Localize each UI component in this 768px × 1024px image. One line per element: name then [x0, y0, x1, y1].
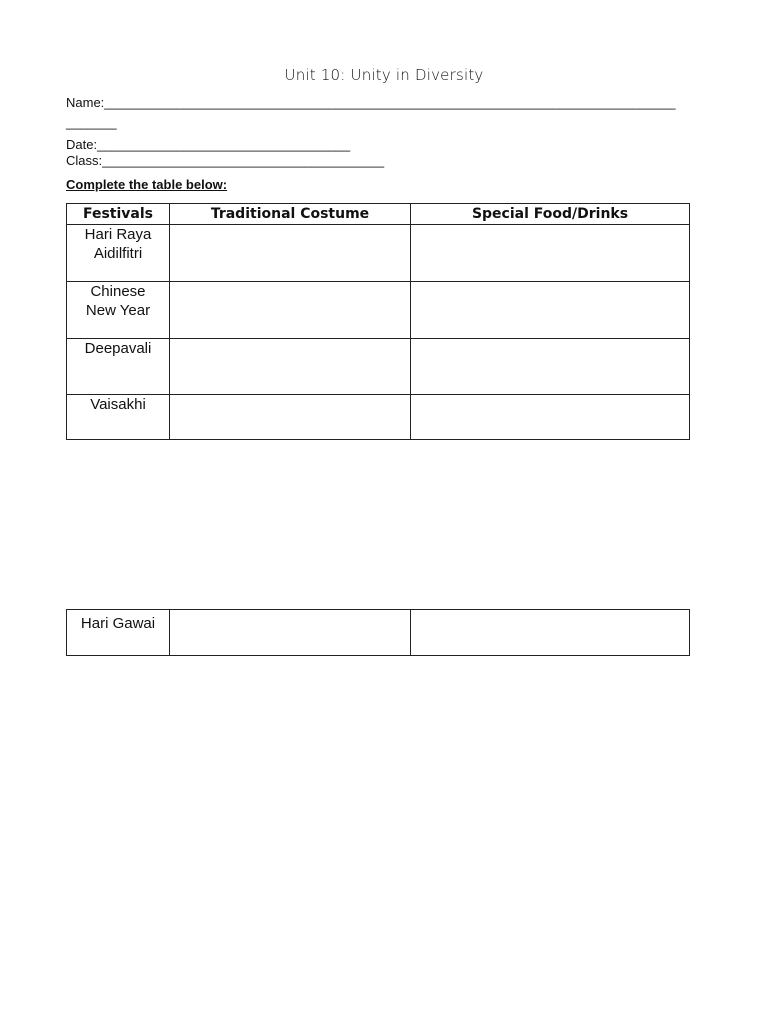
- festival-name-line1: Hari Raya: [84, 226, 152, 243]
- festival-cell: [67, 282, 170, 339]
- header-special-food-drinks: Special Food/Drinks: [411, 204, 690, 225]
- costume-answer-cell[interactable]: [170, 610, 411, 656]
- costume-answer-cell[interactable]: [170, 225, 411, 282]
- festival-name-line2: Aidilfitri: [93, 245, 143, 262]
- costume-answer-cell[interactable]: [170, 339, 411, 395]
- food-answer-cell[interactable]: [411, 282, 690, 339]
- festival-table: [66, 203, 690, 440]
- class-field[interactable]: Class:_______________________________________: [66, 153, 385, 168]
- festival-cell: [67, 395, 170, 440]
- food-answer-cell[interactable]: [411, 395, 690, 440]
- festival-name-line2: New Year: [85, 302, 151, 319]
- name-field[interactable]: Name:_______________________________________________________________________________: [66, 95, 676, 110]
- food-answer-cell[interactable]: [411, 339, 690, 395]
- festival-cell: [67, 225, 170, 282]
- name-field-overflow: _______: [66, 115, 117, 130]
- instruction-text: Complete the table below:: [66, 177, 228, 192]
- table-row: [67, 339, 690, 395]
- food-answer-cell[interactable]: [411, 610, 690, 656]
- festival-table-continued: [66, 609, 690, 656]
- date-field[interactable]: Date:___________________________________: [66, 137, 351, 152]
- table-header-row: [67, 204, 690, 225]
- table-row: [67, 610, 690, 656]
- costume-answer-cell[interactable]: [170, 282, 411, 339]
- food-answer-cell[interactable]: [411, 225, 690, 282]
- festival-name-line1: Hari Gawai: [80, 615, 156, 632]
- festival-cell: [67, 339, 170, 395]
- festival-name-line1: Deepavali: [84, 340, 152, 357]
- festival-name-line1: Chinese: [90, 283, 146, 300]
- header-festivals: Festivals: [67, 204, 170, 225]
- table-row: [67, 282, 690, 339]
- worksheet-title: Unit 10: Unity in Diversity: [284, 66, 484, 84]
- table-row: [67, 225, 690, 282]
- header-traditional-costume: Traditional Costume: [170, 204, 411, 225]
- festival-name-line1: Vaisakhi: [90, 396, 146, 413]
- festival-cell: [67, 610, 170, 656]
- costume-answer-cell[interactable]: [170, 395, 411, 440]
- table-row: [67, 395, 690, 440]
